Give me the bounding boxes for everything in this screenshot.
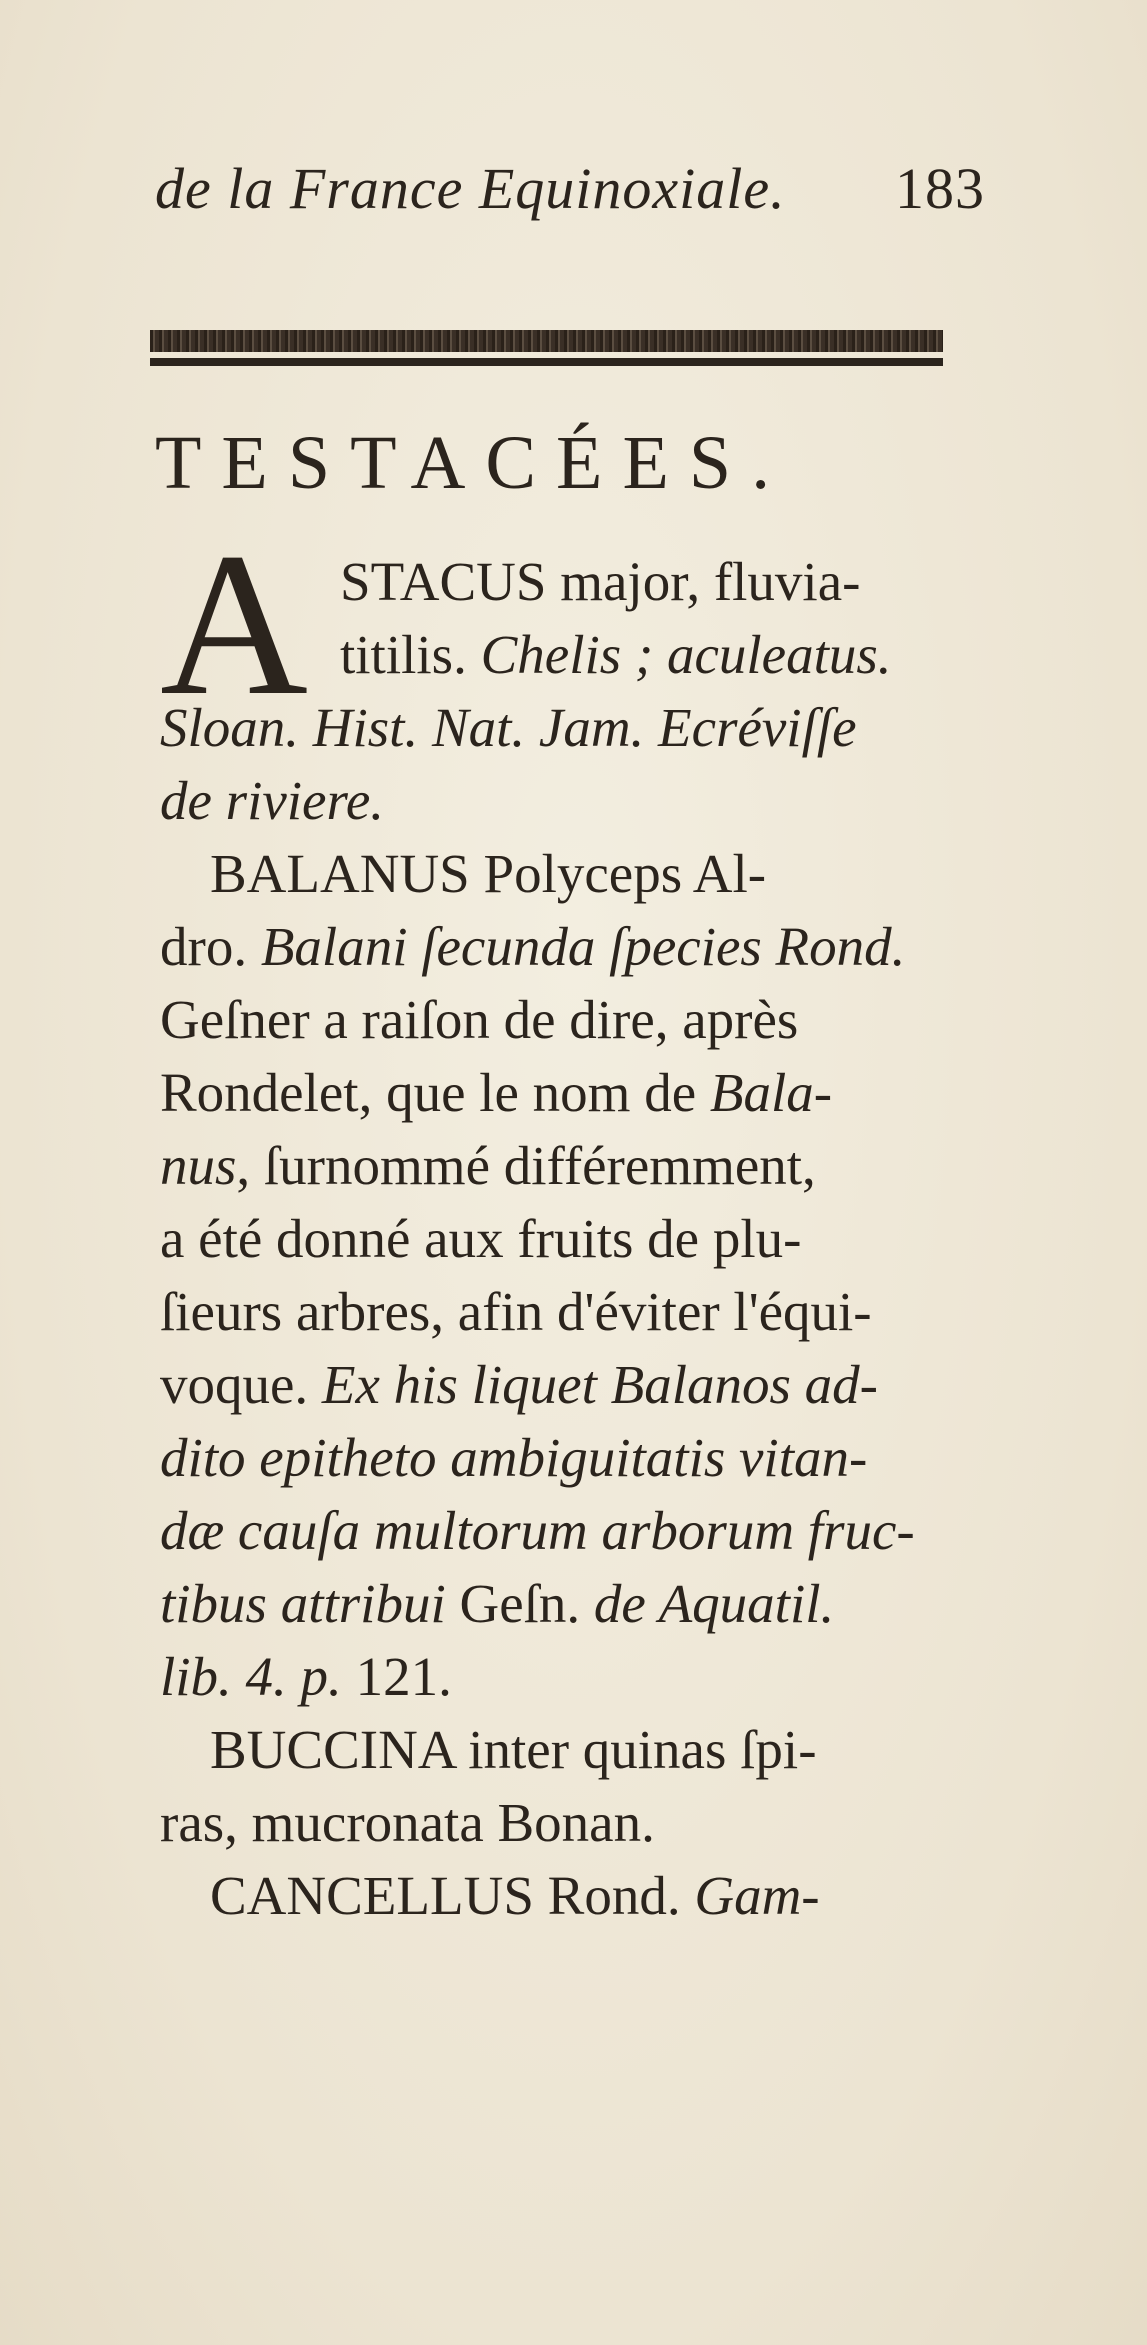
body-text (160, 511, 980, 1932)
text-line (160, 1713, 980, 1786)
running-head (155, 155, 985, 235)
text-line (160, 1129, 980, 1202)
text-line (160, 1275, 980, 1348)
text-line (160, 1567, 980, 1640)
balanus-line-11-italic-a: tibus attribui (160, 1573, 460, 1634)
balanus-line-12-roman: 121. (341, 1646, 452, 1707)
astacus-line-2-roman: titilis. (340, 624, 481, 685)
text-line (160, 983, 980, 1056)
text-line (160, 837, 980, 910)
balanus-line-4-italic: Bala- (709, 1062, 833, 1123)
cancellus-line-1-italic: Gam- (694, 1865, 820, 1926)
balanus-line-11-italic-b: de Aquatil. (580, 1573, 835, 1634)
text-line (160, 764, 980, 837)
cancellus-line-1-roman: CANCELLUS Rond. (210, 1865, 695, 1926)
buccina-line-2: ras, mucronata Bonan. (160, 1792, 655, 1853)
astacus-line-4: de riviere. (160, 770, 384, 831)
balanus-line-2-roman: dro. (160, 916, 261, 977)
balanus-line-4-roman: Rondelet, que le nom de (160, 1062, 710, 1123)
text-line (160, 1859, 980, 1932)
ornament-band (150, 330, 943, 352)
balanus-line-1: BALANUS Polyceps Al- (210, 843, 767, 904)
balanus-line-12-italic: lib. 4. p. (160, 1646, 342, 1707)
balanus-line-5-roman: , ſurnommé différemment, (236, 1135, 816, 1196)
text-line (160, 910, 980, 983)
text-line (160, 1786, 980, 1859)
buccina-line-1: BUCCINA inter quinas ſpi- (210, 1719, 817, 1780)
text-line (160, 1202, 980, 1275)
page-number: 183 (895, 156, 985, 221)
balanus-line-6: a été donné aux fruits de plu- (160, 1208, 802, 1269)
text-line (160, 1348, 980, 1421)
balanus-line-11-roman: Geſn. (459, 1573, 581, 1634)
text-line (160, 1421, 980, 1494)
section-title: TESTACÉES. (155, 421, 791, 505)
balanus-line-8-roman: voque. (160, 1354, 322, 1415)
ornament-underline (150, 358, 943, 366)
ornamental-rule (150, 330, 943, 370)
running-head-title: de la France Equinoxiale. (155, 156, 786, 221)
balanus-line-8-italic: Ex his liquet Balanos ad- (321, 1354, 878, 1415)
balanus-line-9: dito epitheto ambiguitatis vitan- (160, 1427, 868, 1488)
balanus-line-2-italic: Balani ſecunda ſpecies Rond. (260, 916, 906, 977)
balanus-line-7: ſieurs arbres, afin d'éviter l'équi- (160, 1281, 872, 1342)
astacus-line-3: Sloan. Hist. Nat. Jam. Ecréviſſe (160, 697, 857, 758)
balanus-line-10: dæ cauſa multorum arborum fruc- (160, 1500, 915, 1561)
astacus-line-1: STACUS major, fluvia- (340, 551, 861, 612)
drop-capital: A (160, 511, 309, 738)
astacus-line-2-italic: Chelis ; aculeatus. (480, 624, 892, 685)
balanus-line-5-italic: nus (160, 1135, 237, 1196)
text-line (160, 1056, 980, 1129)
text-line (160, 1494, 980, 1567)
balanus-line-3: Geſner a raiſon de dire, après (160, 989, 799, 1050)
text-line (160, 1640, 980, 1713)
